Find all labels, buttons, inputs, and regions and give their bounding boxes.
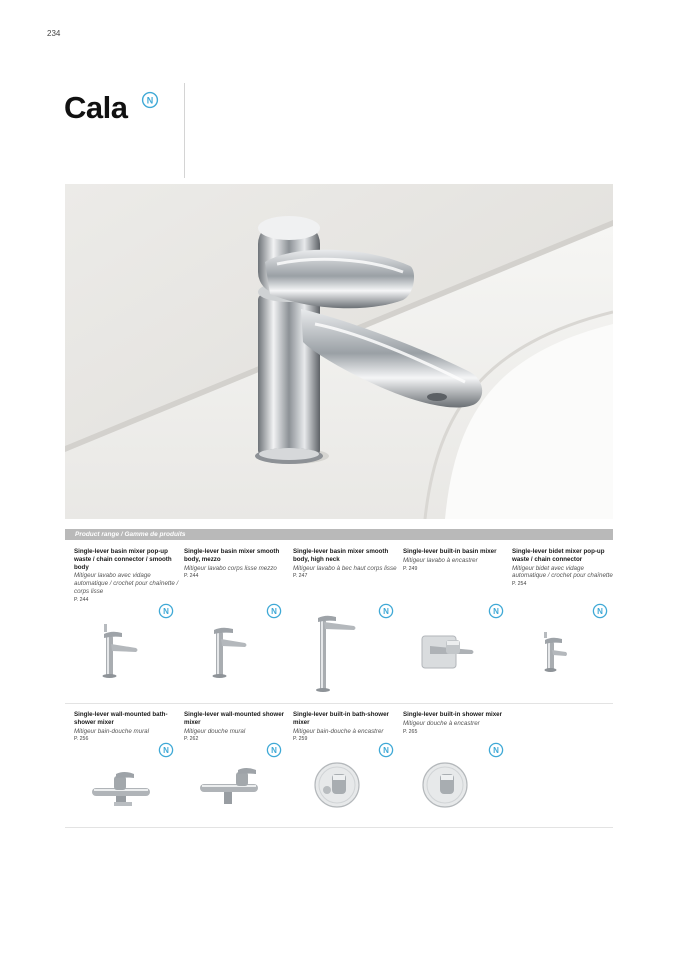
product-page-ref: P. 259 xyxy=(293,736,308,743)
product-built-in-bath-shower-mixer[interactable] xyxy=(293,711,399,743)
new-badge-icon xyxy=(378,742,394,758)
product-name-fr: Mitigeur bidet avec vidage automatique / crochet pour chaînette xyxy=(512,564,613,580)
product-name: Single-lever wall-mounted bath-shower mixer xyxy=(74,711,168,726)
row-divider xyxy=(65,827,613,828)
product-name-fr: Mitigeur bain-douche à encastrer xyxy=(293,727,384,735)
new-badge-icon xyxy=(158,603,174,619)
row-divider xyxy=(65,703,613,704)
basin-mixer-mezzo-icon xyxy=(207,624,253,682)
bath-shower-mixer-icon xyxy=(88,766,154,808)
new-badge-icon xyxy=(141,91,159,109)
bidet-mixer-icon xyxy=(540,632,570,674)
svg-text:N: N xyxy=(163,607,169,616)
new-badge-icon xyxy=(266,603,282,619)
svg-text:N: N xyxy=(597,607,603,616)
product-basin-mixer[interactable] xyxy=(74,548,180,603)
svg-text:N: N xyxy=(493,746,499,755)
product-name: Single-lever bidet mixer pop-up waste / chain connector xyxy=(512,548,605,563)
product-name-fr: Mitigeur douche à encastrer xyxy=(403,719,480,727)
product-bath-shower-mixer[interactable] xyxy=(74,711,180,743)
product-name: Single-lever basin mixer smooth body, mezzo xyxy=(184,548,280,563)
product-basin-mixer-mezzo[interactable] xyxy=(184,548,290,580)
product-page-ref: P. 249 xyxy=(403,565,418,572)
built-in-shower-mixer-icon xyxy=(420,760,470,810)
svg-text:N: N xyxy=(383,607,389,616)
product-name-fr: Mitigeur lavabo avec vidage automatique / crochet pour chaînette / corps lisse xyxy=(74,572,179,595)
built-in-bath-shower-mixer-icon xyxy=(312,760,362,810)
product-page-ref: P. 247 xyxy=(293,573,308,580)
page-number: 234 xyxy=(47,29,61,38)
page-title: Cala xyxy=(64,90,128,125)
product-shower-mixer[interactable] xyxy=(184,711,290,743)
header-divider xyxy=(184,83,185,178)
new-badge-icon xyxy=(592,603,608,619)
svg-text:N: N xyxy=(271,607,277,616)
basin-mixer-high-neck-icon xyxy=(314,612,360,694)
product-name: Single-lever built-in bath-shower mixer xyxy=(293,711,389,726)
product-page-ref: P. 256 xyxy=(74,736,89,743)
new-badge-icon xyxy=(378,603,394,619)
hero-faucet-photo xyxy=(65,184,613,519)
svg-text:N: N xyxy=(383,746,389,755)
svg-text:N: N xyxy=(163,746,169,755)
product-name-fr: Mitigeur douche mural xyxy=(184,727,246,735)
product-page-ref: P. 262 xyxy=(184,736,199,743)
shower-mixer-icon xyxy=(196,766,262,808)
product-page-ref: P. 244 xyxy=(184,573,199,580)
product-bidet-mixer[interactable] xyxy=(512,548,618,588)
built-in-basin-mixer-icon xyxy=(420,632,476,672)
product-name: Single-lever built-in basin mixer xyxy=(403,548,497,555)
svg-text:N: N xyxy=(271,746,277,755)
svg-text:N: N xyxy=(493,607,499,616)
svg-text:N: N xyxy=(146,95,154,106)
product-name-fr: Mitigeur lavabo corps lisse mezzo xyxy=(184,564,277,572)
product-built-in-shower-mixer[interactable] xyxy=(403,711,509,735)
product-name-fr: Mitigeur lavabo à encastrer xyxy=(403,556,478,564)
product-name: Single-lever basin mixer smooth body, high neck xyxy=(293,548,389,563)
product-page-ref: P. 254 xyxy=(512,581,527,587)
new-badge-icon xyxy=(488,742,504,758)
product-page-ref: P. 244 xyxy=(74,596,89,603)
basin-mixer-icon xyxy=(98,624,144,682)
product-built-in-basin-mixer[interactable] xyxy=(403,548,509,572)
product-basin-mixer-high-neck[interactable] xyxy=(293,548,399,580)
product-name: Single-lever built-in shower mixer xyxy=(403,711,503,718)
new-badge-icon xyxy=(266,742,282,758)
new-badge-icon xyxy=(488,603,504,619)
product-page-ref: P. 265 xyxy=(403,728,418,735)
product-name-fr: Mitigeur bain-douche mural xyxy=(74,727,149,735)
new-badge-icon xyxy=(158,742,174,758)
product-name: Single-lever wall-mounted shower mixer xyxy=(184,711,285,726)
product-range-heading: Product range / Gamme de produits xyxy=(65,529,613,540)
product-name: Single-lever basin mixer pop-up waste / chain connector / smooth body xyxy=(74,548,172,571)
product-name-fr: Mitigeur lavabo à bec haut corps lisse xyxy=(293,564,397,572)
